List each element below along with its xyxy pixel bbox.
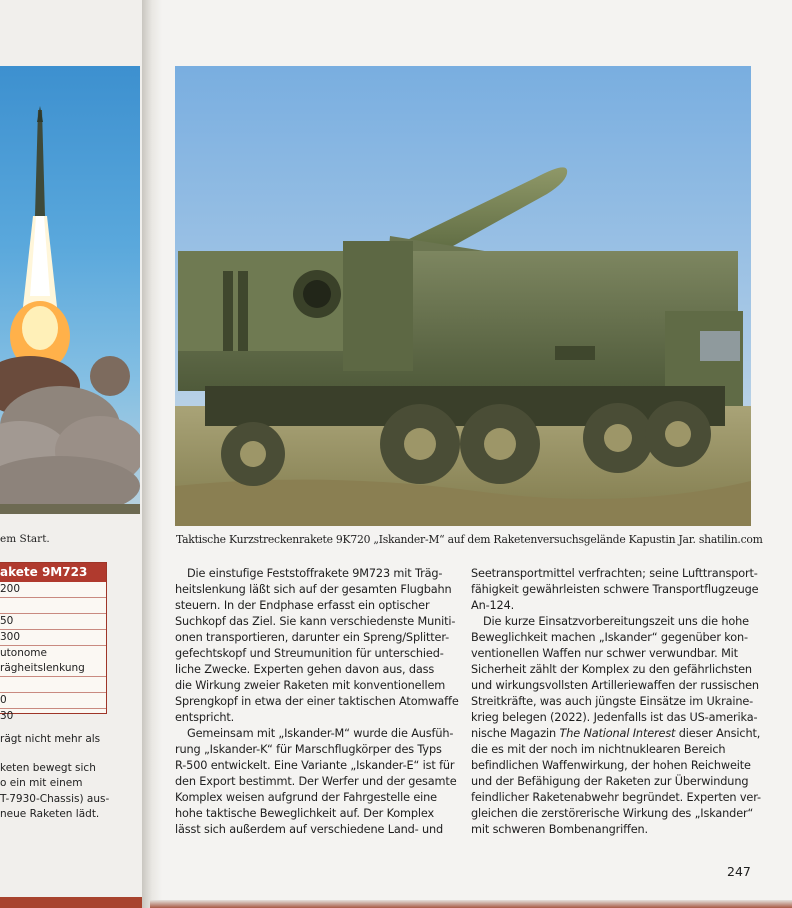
text-line: onen transportieren, darunter ein Spreng/Splitter- — [175, 631, 450, 644]
spec-row: utonome — [0, 647, 47, 659]
text-column-1 — [175, 566, 457, 838]
text-line: Die kurze Einsatzvorbereitungszeit uns die hohe — [483, 615, 749, 628]
text-line: rägt nicht mehr als — [0, 733, 101, 745]
text-line: liche Zwecke. Experten gehen davon aus, dass — [175, 663, 435, 676]
text-line: Sprengkopf in etwa der einer taktischen Atomwaffe — [175, 695, 459, 708]
text-line: T-7930-Chassis) aus- — [0, 792, 110, 805]
text-line: neue Raketen lädt. — [0, 808, 100, 820]
text-line: rung „Iskander-K“ für Marschflugkörper des Typs — [175, 743, 442, 756]
iskander-launcher-photo — [175, 66, 751, 526]
text-line: entspricht. — [175, 711, 235, 724]
text-line: heitslenkung läßt sich auf der gesamten Flugbahn — [175, 583, 452, 596]
text-line: An-124. — [471, 599, 515, 612]
text-line: mit schweren Bombenangriffen. — [471, 823, 648, 836]
text-line: ventionellen Waffen nur schwer verwundbar. Mit — [471, 647, 738, 660]
text-line: und der Befähigung der Raketen zur Überwindung — [471, 775, 749, 788]
text-line: und wirkungsvollsten Artilleriewaffen der russischen — [471, 679, 759, 692]
text-line: Beweglichkeit machen „Iskander“ gegenüber kon- — [471, 631, 748, 644]
text-line: o ein mit einem — [0, 777, 83, 789]
text-line: keten bewegt sich — [0, 761, 96, 774]
text-line: die es mit der noch im nichtnuklearen Bereich — [471, 743, 726, 756]
book-gutter — [142, 0, 162, 908]
text-line: die Wirkung zweier Raketen mit konventionellem — [175, 679, 446, 692]
page-number: 247 — [727, 864, 751, 879]
text-column-2 — [471, 566, 761, 838]
text-line: Die einstufige Feststoffrakete 9M723 mit Träg- — [187, 567, 443, 580]
spec-table-title: akete 9M723 — [0, 563, 106, 582]
text-line: feindlicher Raketenabwehr begründet. Experten ver- — [471, 791, 761, 804]
text-line: Komplex weisen aufgrund der Fahrgestelle eine — [175, 791, 437, 804]
text-line: nische Magazin The National Interest dieser Ansicht, — [471, 727, 761, 740]
spec-row: 0 — [0, 693, 106, 709]
text-line: Sicherheit zählt der Komplex zu den gefährlichsten — [471, 663, 752, 676]
text-line: gleichen die zerstörerische Wirkung des „Iskander“ — [471, 807, 754, 820]
text-line: krieg belegen (2022). Jedenfalls ist das US-amerika- — [471, 711, 758, 724]
spec-row: 200 — [0, 582, 106, 598]
photo-caption: Taktische Kurzstreckenrakete 9K720 „Iskander-M“ auf dem Raketenversuchsgelände Kapustin Jar. shatilin.com — [176, 533, 763, 546]
text-line: Suchkopf das Ziel. Sie kann verschiedenste Muniti- — [175, 615, 456, 628]
magazine-title: The National Interest — [559, 727, 676, 740]
text-line: hohe taktische Beweglichkeit auf. Der Komplex — [175, 807, 435, 820]
missile-launch-photo — [0, 66, 140, 514]
cover-edge — [0, 897, 150, 908]
text-line: lässt sich außerdem auf verschiedene Land- und — [175, 823, 444, 836]
left-body-text — [0, 732, 109, 836]
spec-row — [0, 598, 106, 614]
spec-row: 300 — [0, 630, 106, 646]
text-line: Gemeinsam mit „Iskander-M“ wurde die Ausfüh- — [187, 727, 454, 740]
spec-row — [0, 677, 106, 693]
text-line: fähigkeit gewährleisten schwere Transportflugzeuge — [471, 583, 759, 596]
book-bottom-edge — [150, 900, 792, 908]
spec-row: rägheitslenkung — [0, 661, 106, 677]
text-line: gefechtskopf und Streumunition für unterschied- — [175, 647, 444, 660]
paragraph — [175, 726, 457, 838]
text-line: Streitkräfte, was auch jüngste Einsätze im Ukraine- — [471, 695, 754, 708]
spec-row: 30 — [0, 710, 14, 722]
text-line: R-500 entwickelt. Eine Variante „Iskander-E“ ist für — [175, 759, 455, 772]
text-line: befindlichen Waffenwirkung, der hohen Reichweite — [471, 759, 751, 772]
paragraph — [175, 566, 457, 726]
text-line: den Export bestimmt. Der Werfer und der gesamte — [175, 775, 457, 788]
text-line: steuern. In der Endphase erfasst ein optischer — [175, 599, 430, 612]
spec-row: 50 — [0, 614, 106, 630]
text-line: Seetransportmittel verfrachten; seine Lufttransport- — [471, 567, 758, 580]
spec-table — [0, 562, 107, 722]
paragraph — [471, 614, 761, 838]
left-page — [0, 0, 143, 908]
paragraph — [471, 566, 759, 614]
left-photo-caption: em Start. — [0, 533, 50, 545]
